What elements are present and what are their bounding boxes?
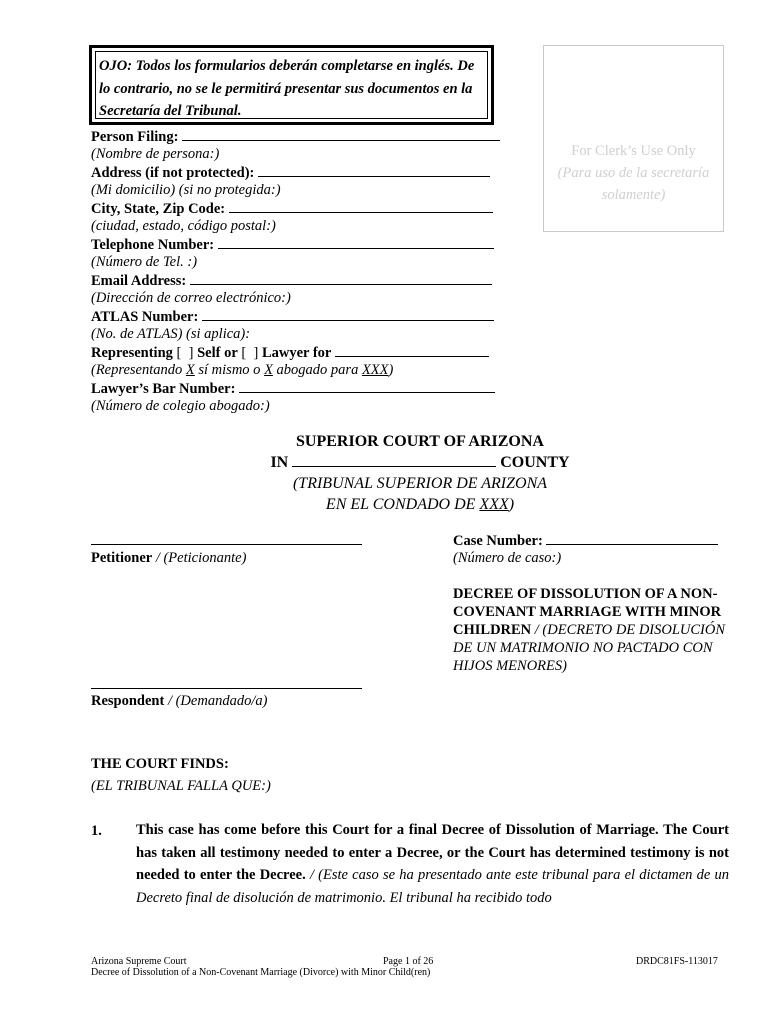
bar-number-field[interactable]	[239, 379, 495, 393]
decree-title-line2: COVENANT MARRIAGE WITH MINOR	[453, 604, 722, 620]
findings-heading-es: (EL TRIBUNAL FALLA QUE:)	[91, 778, 271, 794]
respondent-name-line[interactable]	[91, 688, 362, 689]
city-field[interactable]	[229, 199, 493, 213]
lawyer-checkbox[interactable]: [ ]	[241, 345, 259, 361]
city-label: City, State, Zip Code:	[91, 201, 226, 217]
atlas-label: ATLAS Number:	[91, 309, 199, 325]
phone-field[interactable]	[218, 235, 494, 249]
person-filing-es: (Nombre de persona:)	[91, 146, 220, 162]
city-es: (ciudad, estado, código postal:)	[91, 218, 276, 234]
address-es: (Mi domicilio) (si no protegida:)	[91, 182, 281, 198]
atlas-row	[91, 307, 494, 326]
petitioner-es: / (Peticionante)	[155, 550, 247, 566]
address-field[interactable]	[258, 163, 490, 177]
decree-title-line3: CHILDREN / (DECRETO DE DISOLUCIÓN	[453, 622, 726, 638]
decree-title-line1: DECREE OF DISSOLUTION OF A NON-	[453, 586, 718, 602]
decree-title-line4: DE UN MATRIMONIO NO PACTADO CON	[453, 640, 713, 656]
court-title-es: (TRIBUNAL SUPERIOR DE ARIZONA	[292, 475, 548, 492]
representing-es: (Representando X sí mismo o X abogado para XXX)	[91, 362, 394, 378]
phone-row	[91, 235, 494, 254]
city-row	[91, 199, 493, 218]
case-number-row	[453, 531, 718, 550]
address-row	[91, 163, 490, 182]
bar-number-es: (Número de colegio abogado:)	[91, 398, 270, 414]
phone-es: (Número de Tel. :)	[91, 254, 198, 270]
petitioner-name-line[interactable]	[91, 544, 362, 545]
county-row: IN COUNTY	[270, 454, 570, 471]
atlas-field[interactable]	[202, 307, 494, 321]
case-number-field[interactable]	[546, 531, 718, 545]
self-or-label: Self or	[197, 345, 238, 361]
footer-form-title: Decree of Dissolution of a Non-Covenant Marriage (Divorce) with Minor Child(ren)	[91, 967, 431, 978]
clerk-use-box	[543, 45, 724, 232]
footer-court: Arizona Supreme Court	[91, 956, 187, 967]
respondent-label-row	[91, 692, 267, 710]
clerk-use-label: For Clerk’s Use Only	[571, 143, 696, 159]
person-filing-label: Person Filing:	[91, 129, 179, 145]
email-field[interactable]	[190, 271, 492, 285]
respondent-es: / (Demandado/a)	[167, 693, 268, 709]
findings-heading: THE COURT FINDS:	[91, 756, 229, 772]
decree-title-line5: HIJOS MENORES)	[453, 658, 567, 674]
self-checkbox[interactable]: [ ]	[176, 345, 194, 361]
phone-label: Telephone Number:	[91, 237, 215, 253]
language-notice-box	[89, 45, 494, 125]
clerk-use-label-es: (Para uso de la secretaría	[557, 165, 710, 181]
representing-label: Representing	[91, 345, 173, 361]
representing-row	[91, 343, 489, 362]
respondent-label: Respondent	[91, 693, 165, 709]
email-label: Email Address:	[91, 273, 187, 289]
case-number-es: (Número de caso:)	[453, 550, 562, 566]
petitioner-label: Petitioner	[91, 550, 153, 566]
clerk-use-label-es-2: solamente)	[601, 187, 666, 203]
footer-page-number: Page 1 of 26	[383, 956, 434, 967]
email-row	[91, 271, 492, 290]
finding-1-number: 1.	[91, 823, 102, 839]
person-filing-row	[91, 127, 500, 146]
case-number-label: Case Number:	[453, 533, 543, 549]
lawyer-for-field[interactable]	[335, 343, 489, 357]
county-es: EN EL CONDADO DE XXX)	[325, 496, 515, 513]
bar-number-label: Lawyer’s Bar Number:	[91, 381, 236, 397]
lawyer-for-label: Lawyer for	[261, 345, 332, 361]
petitioner-label-row	[91, 549, 246, 567]
email-es: (Dirección de correo electrónico:)	[91, 290, 291, 306]
address-label: Address (if not protected):	[91, 165, 255, 181]
footer-form-code: DRDC81FS-113017	[636, 956, 718, 967]
language-notice-text: OJO: Todos los formularios deberán completarse en inglés. De lo contrario, no se le permitirá presentar sus documentos en la Secretaría del Tribunal.	[99, 58, 475, 119]
bar-number-row	[91, 379, 495, 398]
county-field[interactable]	[292, 454, 496, 467]
finding-1-text: This case has come before this Court for a final Decree of Dissolution of Marriage. The Court has taken all testimony needed to enter a Decree, or the Court has determined testimony is not needed to enter the Decree. / (Este caso se ha presentado ante este tribunal para el dictamen de un Decreto final de disolución de matrimonio. El tribunal ha recibido todo	[136, 822, 730, 906]
court-title: SUPERIOR COURT OF ARIZONA	[296, 433, 544, 450]
atlas-es: (No. de ATLAS) (si aplica):	[91, 326, 251, 342]
person-filing-field[interactable]	[182, 127, 500, 141]
